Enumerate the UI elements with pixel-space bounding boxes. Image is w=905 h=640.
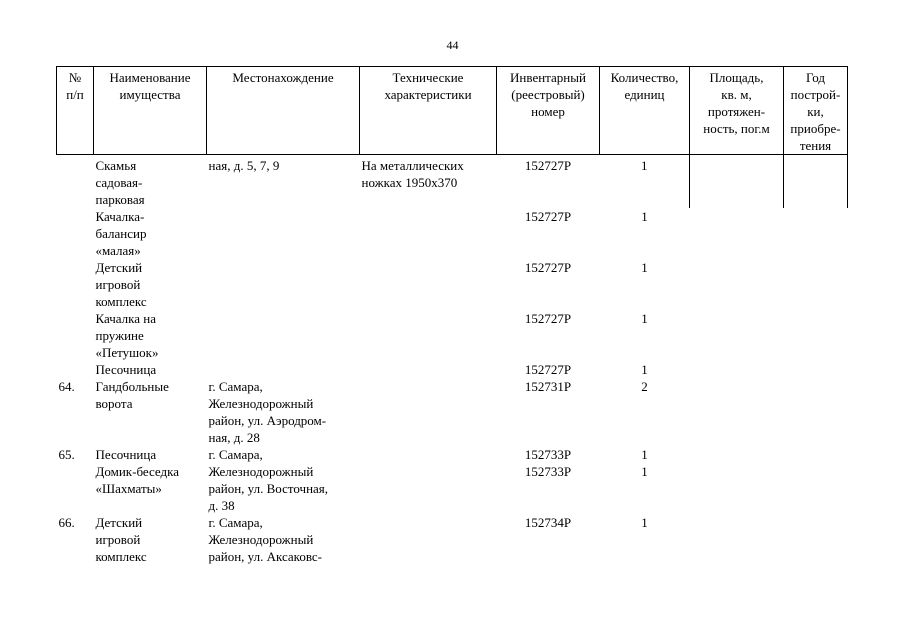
cell-year	[784, 208, 848, 259]
cell-name: Песочница	[95, 362, 157, 377]
cell-inventory: 152727Р	[524, 260, 572, 275]
property-inventory-table	[56, 66, 848, 565]
cell-name: Домик-беседка «Шахматы»	[95, 464, 180, 496]
cell-name: Качалка- балансир «малая»	[95, 209, 147, 258]
cell-name: Качалка на пружине «Петушок»	[95, 311, 159, 360]
cell-tech	[360, 208, 497, 259]
table-row	[57, 155, 848, 209]
cell-name: Детский игровой комплекс	[95, 260, 147, 309]
table-row	[57, 446, 848, 463]
cell-location	[207, 310, 360, 361]
cell-year	[784, 463, 848, 514]
cell-tech	[360, 310, 497, 361]
cell-area	[690, 155, 784, 209]
cell-area	[690, 259, 784, 310]
header-area: Площадь, кв. м, протяжен- ность, пог.м	[690, 67, 784, 155]
cell-location: ная, д. 5, 7, 9	[208, 158, 280, 173]
header-tech: Технические характеристики	[360, 67, 497, 155]
cell-location	[207, 259, 360, 310]
cell-name: Гандбольные ворота	[95, 379, 169, 411]
cell-year	[784, 259, 848, 310]
table-row	[57, 514, 848, 565]
cell-number: 66.	[58, 515, 75, 530]
table-row	[57, 361, 848, 378]
cell-inventory: 152734Р	[524, 515, 572, 530]
cell-tech	[360, 259, 497, 310]
cell-area	[690, 310, 784, 361]
cell-quantity: 1	[641, 447, 648, 462]
cell-year	[784, 155, 848, 209]
cell-inventory: 152727Р	[524, 209, 572, 224]
cell-tech	[360, 361, 497, 378]
table-header	[57, 67, 848, 155]
cell-area	[690, 514, 784, 565]
cell-number	[57, 155, 94, 209]
cell-inventory: 152733Р	[524, 447, 572, 462]
table-row	[57, 378, 848, 446]
cell-quantity: 1	[641, 158, 648, 173]
cell-inventory: 152727Р	[524, 362, 572, 377]
cell-tech: На металлических ножках 1950х370	[361, 158, 464, 190]
header-year: Год построй- ки, приобре- тения	[784, 67, 848, 155]
cell-quantity: 1	[641, 311, 648, 326]
cell-inventory: 152733Р	[524, 464, 572, 479]
cell-number	[57, 463, 94, 514]
cell-tech	[360, 463, 497, 514]
cell-inventory: 152727Р	[524, 158, 572, 173]
cell-year	[784, 310, 848, 361]
cell-name: Скамья садовая- парковая	[95, 158, 145, 207]
cell-quantity: 1	[641, 515, 648, 530]
cell-inventory: 152731Р	[524, 379, 572, 394]
cell-tech	[360, 446, 497, 463]
table-row	[57, 208, 848, 259]
cell-location: г. Самара, Железнодорожный район, ул. Аэродром- ная, д. 28	[208, 379, 327, 445]
cell-area	[690, 208, 784, 259]
cell-number	[57, 361, 94, 378]
cell-tech	[360, 514, 497, 565]
cell-year	[784, 378, 848, 446]
page-number: 44	[446, 38, 459, 52]
cell-location: г. Самара, Железнодорожный район, ул. Аксаковс-	[208, 515, 322, 564]
cell-number: 65.	[58, 447, 75, 462]
header-number: № п/п	[57, 67, 94, 155]
cell-area	[690, 463, 784, 514]
cell-quantity: 1	[641, 362, 648, 377]
cell-tech	[360, 378, 497, 446]
cell-quantity: 1	[641, 209, 648, 224]
cell-name: Детский игровой комплекс	[95, 515, 147, 564]
cell-number: 64.	[58, 379, 75, 394]
cell-quantity: 1	[641, 464, 648, 479]
cell-year	[784, 514, 848, 565]
cell-location: г. Самара,	[208, 447, 263, 462]
cell-inventory: 152727Р	[524, 311, 572, 326]
cell-number	[57, 208, 94, 259]
cell-location: Железнодорожный район, ул. Восточная, д. 38	[208, 464, 329, 513]
table-body	[57, 155, 848, 566]
table-row	[57, 463, 848, 514]
header-location: Местонахождение	[207, 67, 360, 155]
cell-location	[207, 361, 360, 378]
cell-area	[690, 361, 784, 378]
cell-year	[784, 446, 848, 463]
cell-quantity: 1	[641, 260, 648, 275]
table-row	[57, 310, 848, 361]
header-inventory: Инвентарный (реестровый) номер	[497, 67, 600, 155]
cell-area	[690, 378, 784, 446]
cell-area	[690, 446, 784, 463]
cell-quantity: 2	[641, 379, 648, 394]
cell-number	[57, 310, 94, 361]
cell-number	[57, 259, 94, 310]
cell-location	[207, 208, 360, 259]
table-row	[57, 259, 848, 310]
header-name: Наименование имущества	[94, 67, 207, 155]
header-quantity: Количество, единиц	[600, 67, 690, 155]
cell-name: Песочница	[95, 447, 157, 462]
cell-year	[784, 361, 848, 378]
